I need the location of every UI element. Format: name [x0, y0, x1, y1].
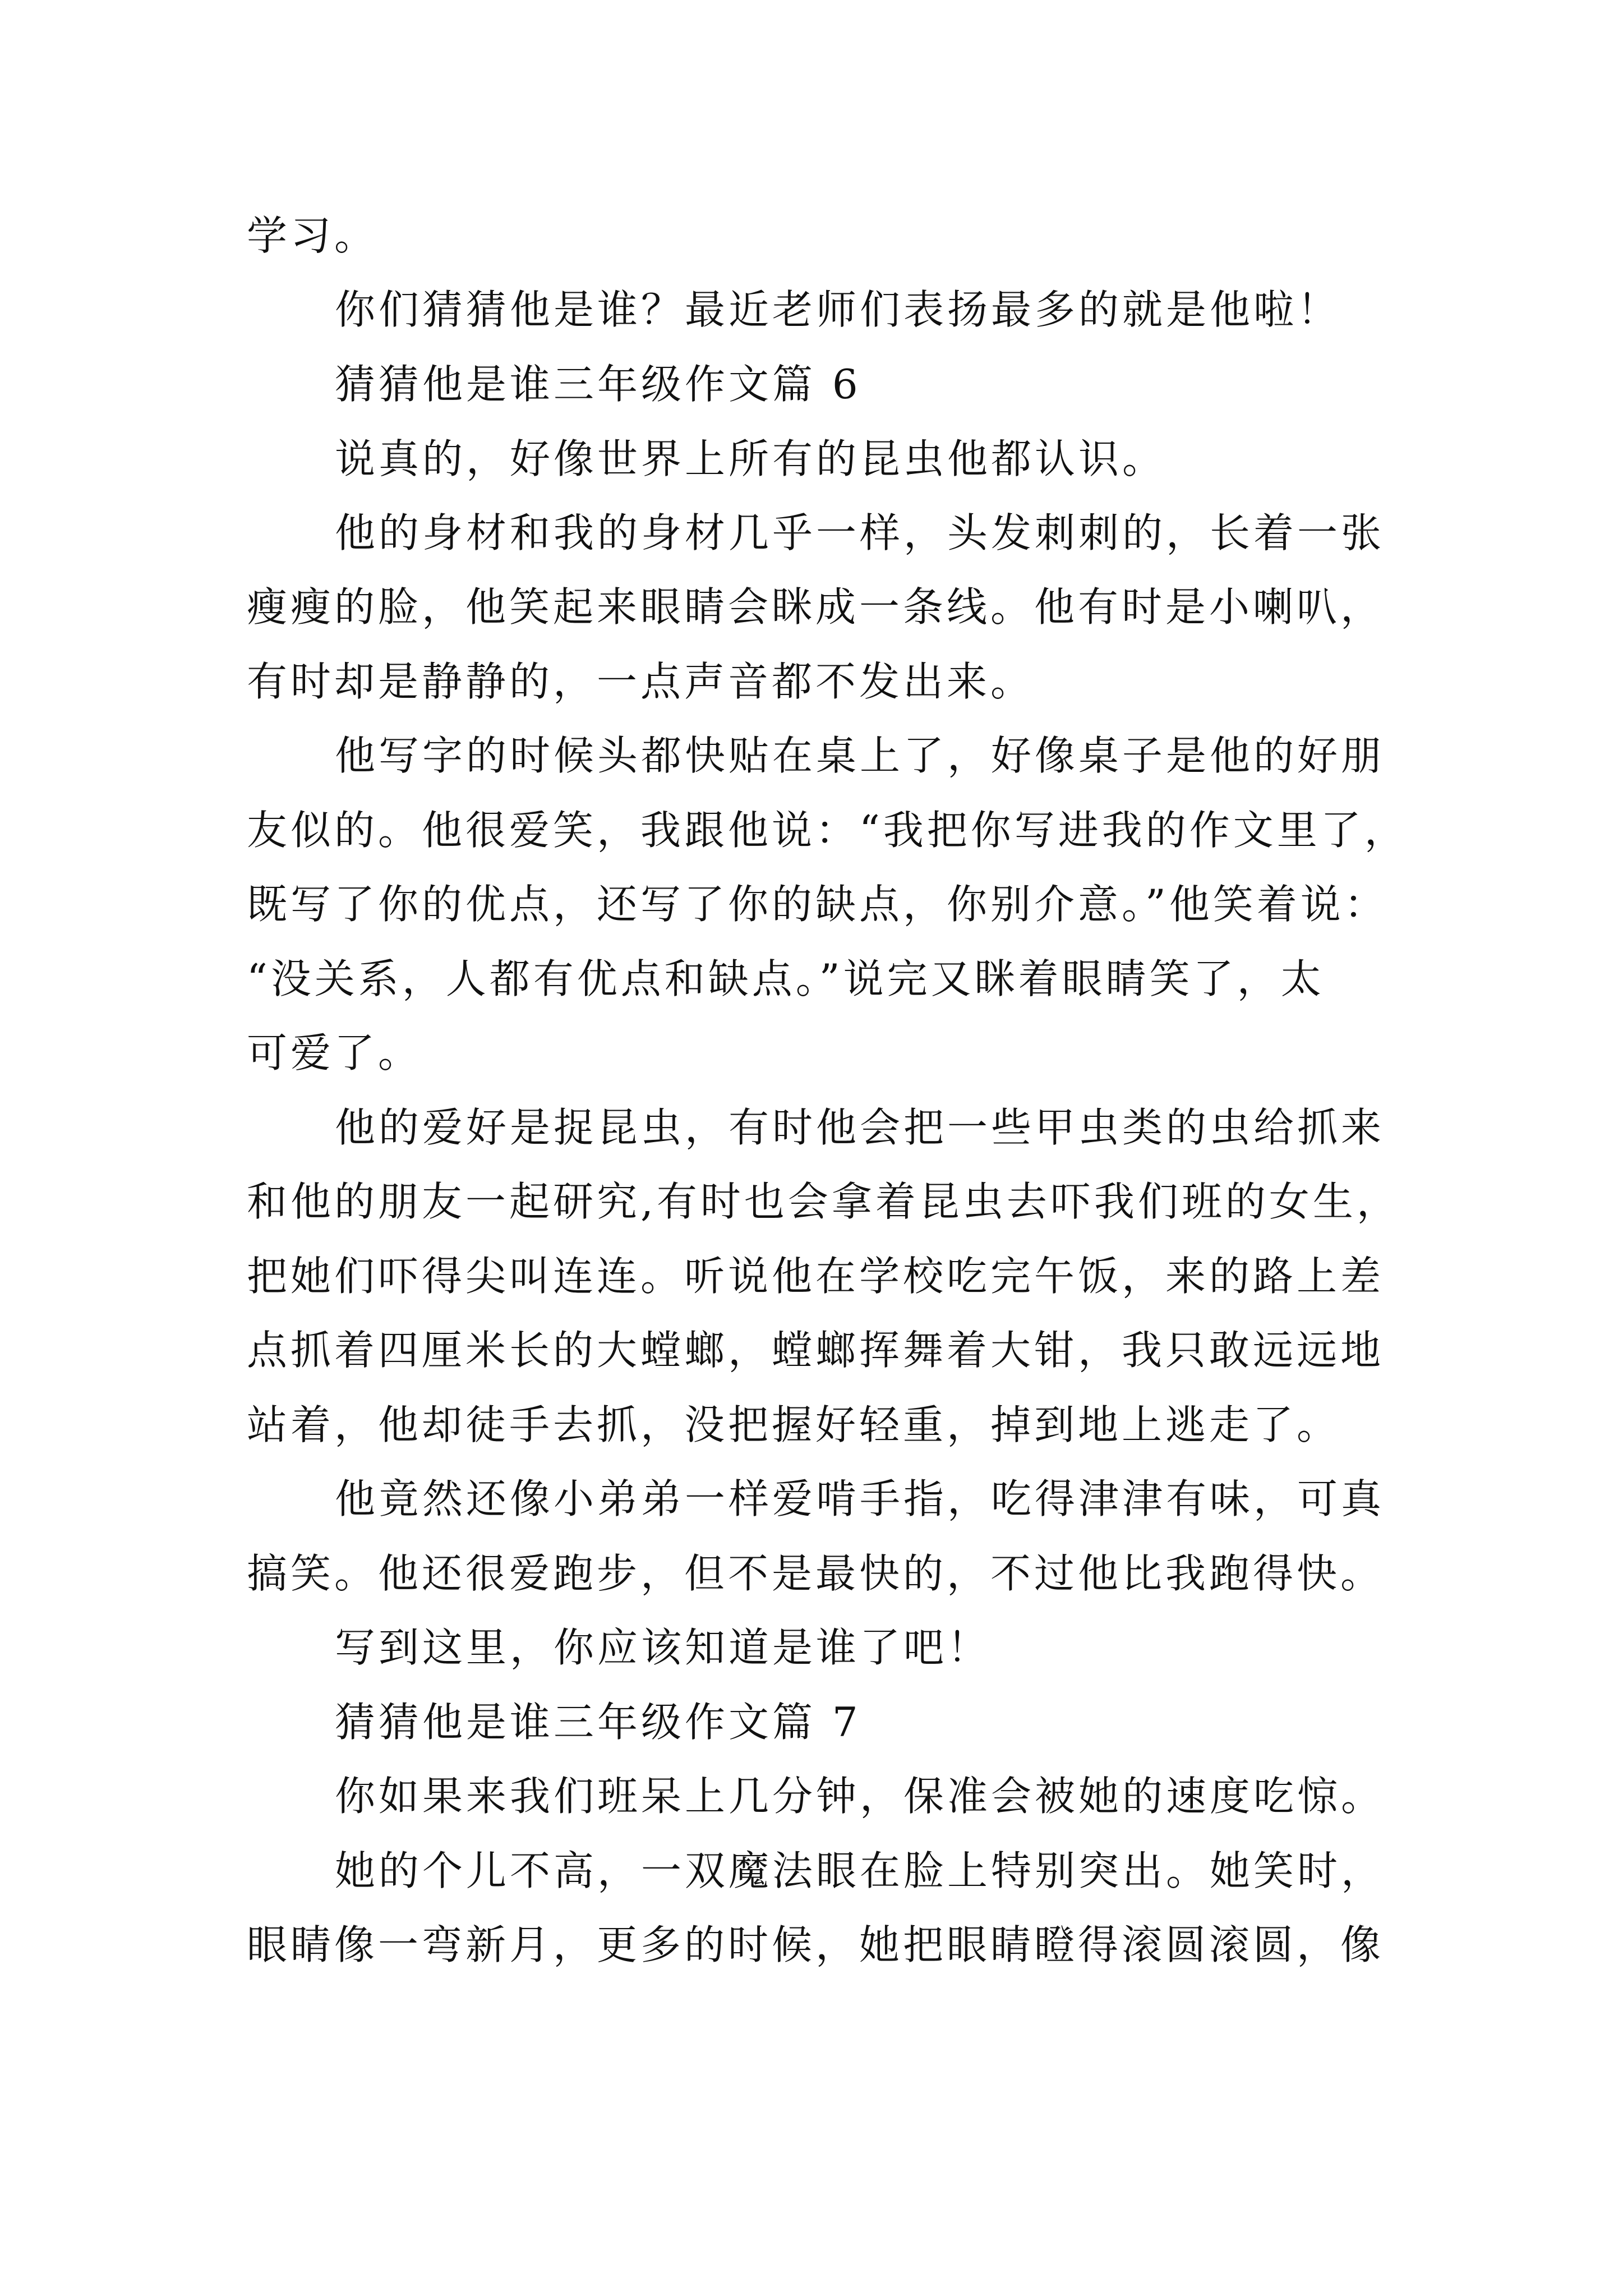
text-line: 瘦瘦的脸，他笑起来眼睛会眯成一条线。他有时是小喇叭，	[247, 583, 1385, 631]
text-line: 她的个儿不高，一双魔法眼在脸上特别突出。她笑时，	[335, 1847, 1385, 1894]
text-line: 他写字的时候头都快贴在桌上了，好像桌子是他的好朋	[335, 732, 1385, 779]
text-line: 点抓着四厘米长的大螳螂，螳螂挥舞着大钳，我只敢远远地	[247, 1327, 1385, 1374]
text-line: 他的身材和我的身材几乎一样，头发刺刺的，长着一张	[335, 509, 1385, 556]
text-line: 你们猜猜他是谁？最近老师们表扬最多的就是他啦！	[335, 286, 1341, 333]
text-line: 他竟然还像小弟弟一样爱啃手指，吃得津津有味，可真	[335, 1475, 1385, 1522]
text-line: 说真的，好像世界上所有的昆虫他都认识。	[335, 435, 1166, 482]
text-line: 站着，他却徒手去抓，没把握好轻重，掉到地上逃走了。	[247, 1401, 1341, 1448]
section-heading: 猜猜他是谁三年级作文篇 7	[335, 1699, 861, 1746]
text-line: 把她们吓得尖叫连连。听说他在学校吃完午饭，来的路上差	[247, 1253, 1385, 1300]
text-line: 和他的朋友一起研究,有时也会拿着昆虫去吓我们班的女生，	[247, 1178, 1400, 1225]
text-line: 学习。	[247, 212, 379, 259]
text-line: 搞笑。他还很爱跑步，但不是最快的，不过他比我跑得快。	[247, 1550, 1385, 1597]
text-line: 他的爱好是捉昆虫，有时他会把一些甲虫类的虫给抓来	[335, 1104, 1385, 1151]
text-line: 眼睛像一弯新月，更多的时候，她把眼睛瞪得滚圆滚圆，像	[247, 1921, 1385, 1968]
text-line: 有时却是静静的，一点声音都不发出来。	[247, 658, 1035, 705]
text-line: 既写了你的优点，还写了你的缺点，你别介意。”他笑着说：	[247, 881, 1388, 928]
text-line: 你如果来我们班呆上几分钟，保准会被她的速度吃惊。	[335, 1773, 1385, 1820]
text-line: 可爱了。	[247, 1029, 422, 1076]
section-heading: 猜猜他是谁三年级作文篇 6	[335, 361, 861, 408]
text-line: “没关系，人都有优点和缺点。”说完又眯着眼睛笑了，太	[247, 955, 1325, 1002]
text-line: 写到这里，你应该知道是谁了吧！	[335, 1624, 992, 1671]
text-line: 友似的。他很爱笑，我跟他说：“我把你写进我的作文里了，	[247, 807, 1408, 854]
